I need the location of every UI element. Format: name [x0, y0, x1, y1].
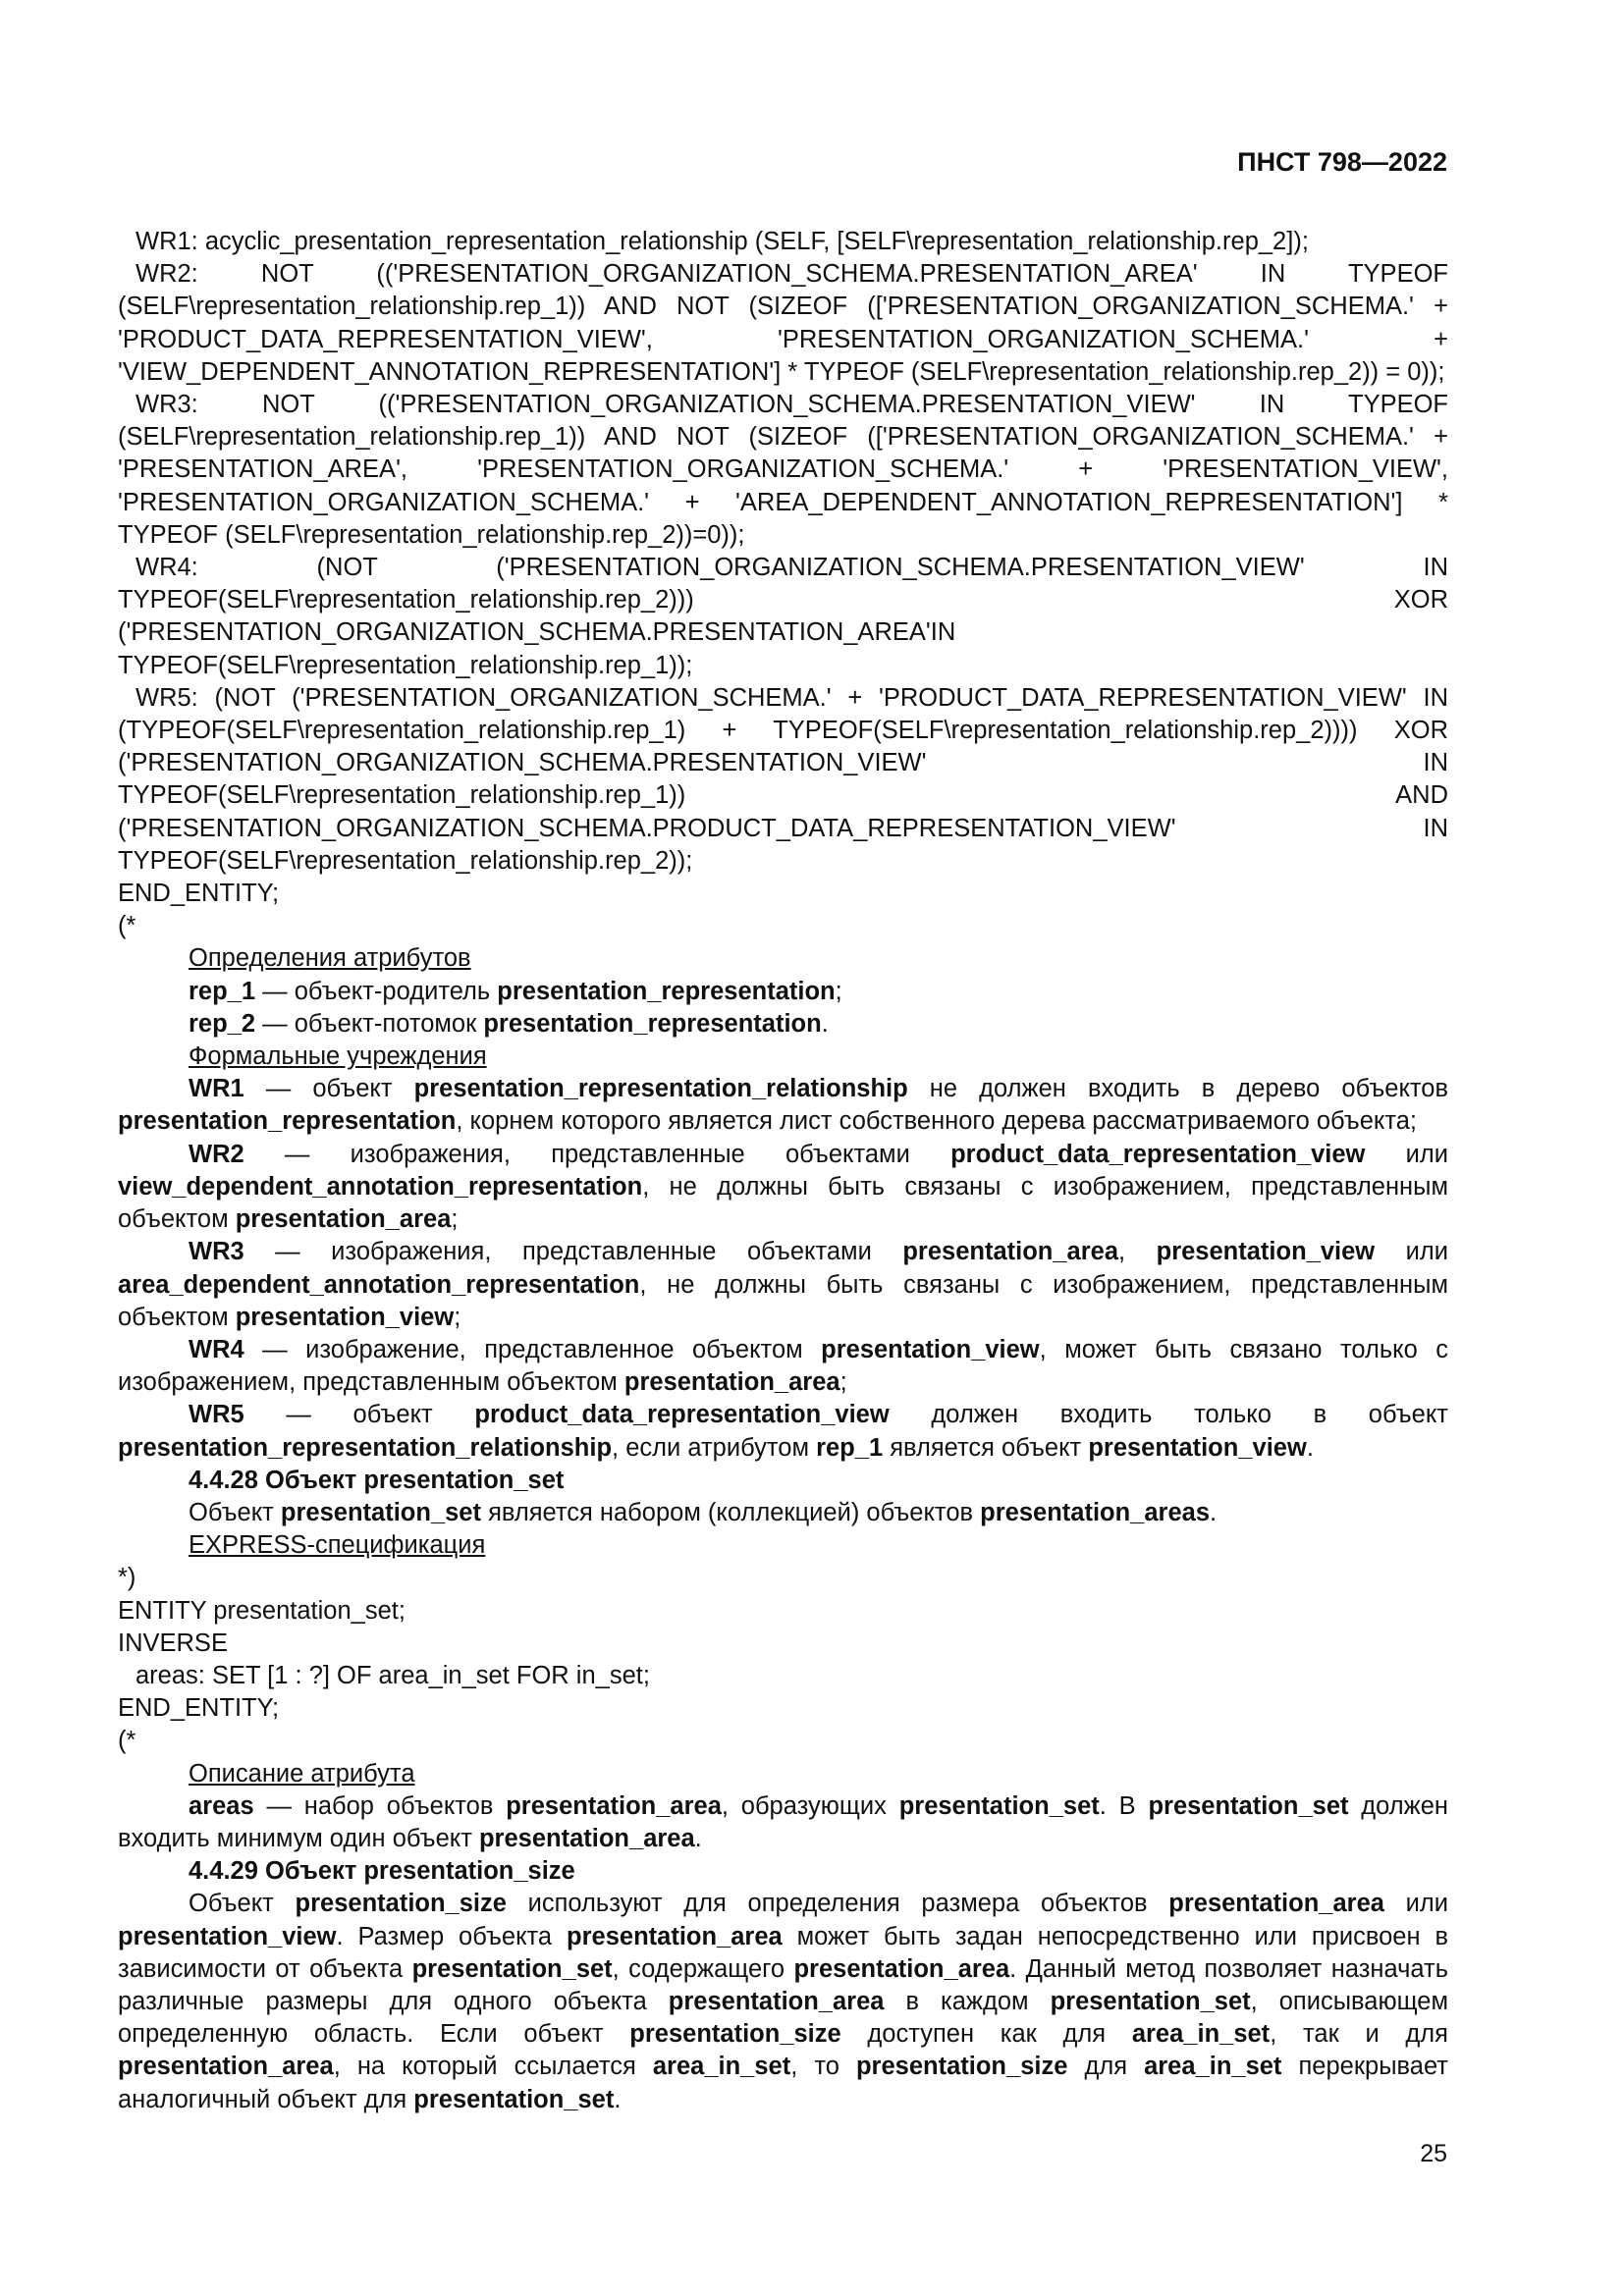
code-line: END_ENTITY;	[118, 1694, 280, 1723]
attr-def-rep2: rep_2 — объект-потомок presentation_representation.	[189, 1009, 829, 1038]
code-line: INVERSE	[118, 1629, 228, 1657]
code-line: ENTITY presentation_set;	[118, 1596, 406, 1625]
code-line-comment-open: (*	[118, 912, 136, 940]
document-id: ПНСТ 798—2022	[1237, 147, 1447, 177]
express-spec-heading: EXPRESS-спецификация	[189, 1531, 486, 1560]
code-line-wr2: WR2: NOT (('PRESENTATION_ORGANIZATION_SCHEMA.PRESENTATION_AREA' IN TYPEOF (SELF\representation_relationship.rep_1)) AND NOT (SIZEOF (['PRESENTATION_ORGANIZATION_SCHEMA.' + 'PRODUCT_DATA_REPRESENTATION_VIEW', 'PRESENTATION_ORGANIZATION_SCHEMA.' + 'VIEW_DEPENDENT_ANNOTATION_REPRESENTATION'] * TYPEOF (SELF\representation_relationship.rep_2)) = 0));	[118, 260, 1448, 386]
express-code-block	[118, 226, 1448, 942]
code-line: areas: SET [1 : ?] OF area_in_set FOR in_set;	[135, 1661, 650, 1689]
page-content	[118, 226, 1448, 2116]
code-line-wr5: WR5: (NOT ('PRESENTATION_ORGANIZATION_SCHEMA.' + 'PRODUCT_DATA_REPRESENTATION_VIEW' IN (TYPEOF(SELF\representation_relationship.rep_1) + TYPEOF(SELF\representation_relationship.rep_2)))) XOR ('PRESENTATION_ORGANIZATION_SCHEMA.PRESENTATION_VIEW' IN TYPEOF(SELF\representation_relationship.rep_1)) AND ('PRESENTATION_ORGANIZATION_SCHEMA.PRODUCT_DATA_REPRESENTATION_VIEW' IN TYPEOF(SELF\representation_relationship.rep_2));	[118, 683, 1448, 875]
code-line-wr1: WR1: acyclic_presentation_representation_relationship (SELF, [SELF\representation_relationship.rep_2]);	[135, 228, 1309, 255]
formal-wr1: WR1 — объект presentation_representation_relationship не должен входить в дерево объектов presentation_representation, корнем которого является лист собственного дерева рассматриваемого объекта;	[118, 1075, 1449, 1136]
express-code-block-2	[118, 1562, 1448, 1757]
code-line: *)	[118, 1564, 136, 1592]
code-line: (*	[118, 1727, 136, 1755]
attr-defs-heading: Определения атрибутов	[189, 944, 471, 973]
page-number: 25	[1420, 2140, 1447, 2167]
section-4429-heading: 4.4.29 Объект presentation_size	[189, 1857, 575, 1886]
formal-wr2: WR2 — изображения, представленные объектами product_data_representation_view или view_dependent_annotation_representation, не должны быть связаны с изображением, представленным объектом presentation_area;	[118, 1140, 1448, 1234]
attr-def-rep1: rep_1 — объект-родитель presentation_representation;	[189, 977, 842, 1005]
attr-desc-heading: Описание атрибута	[189, 1759, 415, 1788]
formal-wr3: WR3 — изображения, представленные объектами presentation_area, presentation_view или area_dependent_annotation_representation, не должны быть связаны с изображением, представленным объектом presentation_view;	[118, 1238, 1448, 1331]
formal-wr4: WR4 — изображение, представленное объектом presentation_view, может быть связано только с изображением, представленным объектом presentation_area;	[118, 1335, 1448, 1397]
code-line-wr3: WR3: NOT (('PRESENTATION_ORGANIZATION_SCHEMA.PRESENTATION_VIEW' IN TYPEOF (SELF\representation_relationship.rep_1)) AND NOT (SIZEOF (['PRESENTATION_ORGANIZATION_SCHEMA.' + 'PRESENTATION_AREA', 'PRESENTATION_ORGANIZATION_SCHEMA.' + 'PRESENTATION_VIEW', 'PRESENTATION_ORGANIZATION_SCHEMA.' + 'AREA_DEPENDENT_ANNOTATION_REPRESENTATION'] * TYPEOF (SELF\representation_relationship.rep_2))=0));	[118, 391, 1448, 549]
section-4428-heading: 4.4.28 Объект presentation_set	[189, 1466, 565, 1494]
formal-heading: Формальные учреждения	[189, 1042, 487, 1071]
section-4429-paragraph: Объект presentation_size используют для определения размера объектов presentation_area или presentation_view. Размер объекта presentation_area может быть задан непосредственно или присвоен в зависимости от объекта presentation_set, содержащего presentation_area. Данный метод позволяет назначать различные размеры для одного объекта presentation_area в каждом presentation_set, описывающем определенную область. Если объект presentation_size доступен как для area_in_set, так и для presentation_area, на который ссылается area_in_set, то presentation_size для area_in_set перекрывает аналогичный объект для presentation_set.	[118, 1890, 1449, 2113]
code-line-wr4: WR4: (NOT ('PRESENTATION_ORGANIZATION_SCHEMA.PRESENTATION_VIEW' IN TYPEOF(SELF\representation_relationship.rep_2))) XOR ('PRESENTATION_ORGANIZATION_SCHEMA.PRESENTATION_AREA'IN TYPEOF(SELF\representation_relationship.rep_1));	[118, 554, 1448, 679]
section-4428-desc: Объект presentation_set является набором (коллекцией) объектов presentation_areas.	[189, 1498, 1218, 1526]
attr-desc-areas: areas — набор объектов presentation_area, образующих presentation_set. В presentation_set должен входить минимум один объект presentation_area.	[118, 1791, 1448, 1852]
code-line-end-entity: END_ENTITY;	[118, 880, 280, 908]
formal-wr5: WR5 — объект product_data_representation_view должен входить только в объект presentation_representation_relationship, если атрибутом rep_1 является объект presentation_view.	[118, 1401, 1448, 1462]
